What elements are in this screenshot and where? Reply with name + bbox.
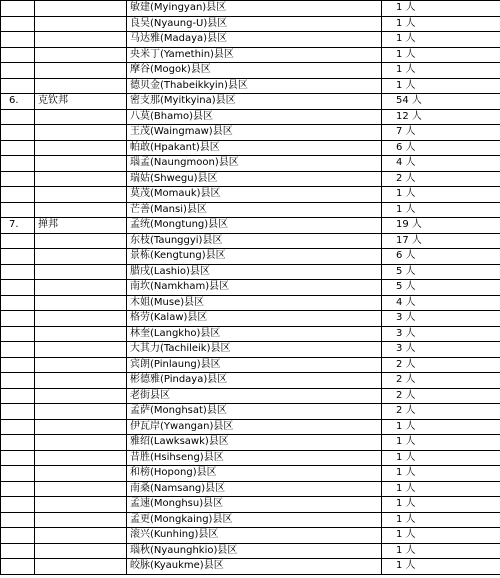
table-row xyxy=(1,295,500,311)
row-number xyxy=(1,78,35,94)
row-number xyxy=(1,1,35,17)
state-name xyxy=(35,450,127,466)
case-count: 1 人 xyxy=(382,435,500,451)
case-count: 7 人 xyxy=(382,125,500,141)
row-number xyxy=(1,249,35,265)
table-row xyxy=(1,63,500,79)
district-name: 孟萨(Monghsat)县区 xyxy=(127,404,382,420)
case-count: 1 人 xyxy=(382,202,500,218)
table-row xyxy=(1,249,500,265)
district-name: 昔胜(Hsihseng)县区 xyxy=(127,450,382,466)
district-name: 莫茂(Momauk)县区 xyxy=(127,187,382,203)
case-count: 12 人 xyxy=(382,109,500,125)
district-name: 伊瓦岸(Ywangan)县区 xyxy=(127,419,382,435)
state-name xyxy=(35,357,127,373)
row-number xyxy=(1,481,35,497)
case-count: 5 人 xyxy=(382,280,500,296)
row-number xyxy=(1,311,35,327)
row-number xyxy=(1,109,35,125)
case-count: 4 人 xyxy=(382,295,500,311)
district-name: 摩谷(Mogok)县区 xyxy=(127,63,382,79)
state-name xyxy=(35,78,127,94)
row-number xyxy=(1,404,35,420)
district-name: 南桑(Namsang)县区 xyxy=(127,481,382,497)
table-row xyxy=(1,32,500,48)
table-row xyxy=(1,326,500,342)
table-row xyxy=(1,109,500,125)
table-row xyxy=(1,125,500,141)
table-row xyxy=(1,140,500,156)
table-row xyxy=(1,342,500,358)
row-number xyxy=(1,559,35,575)
state-name xyxy=(35,1,127,17)
table-row xyxy=(1,559,500,575)
district-name: 敏建(Myingyan)县区 xyxy=(127,1,382,17)
state-name xyxy=(35,559,127,575)
row-number xyxy=(1,140,35,156)
row-number xyxy=(1,264,35,280)
case-count: 2 人 xyxy=(382,373,500,389)
district-name: 瑙秋(Nyaunghkio)县区 xyxy=(127,543,382,559)
district-name: 东枝(Taunggyi)县区 xyxy=(127,233,382,249)
table-row xyxy=(1,47,500,63)
row-number xyxy=(1,63,35,79)
case-count: 2 人 xyxy=(382,171,500,187)
table-row xyxy=(1,187,500,203)
case-count: 1 人 xyxy=(382,16,500,32)
state-name xyxy=(35,528,127,544)
table-row xyxy=(1,264,500,280)
state-name xyxy=(35,47,127,63)
state-name xyxy=(35,295,127,311)
table-row xyxy=(1,78,500,94)
case-count: 3 人 xyxy=(382,342,500,358)
district-name: 良吴(Nyaung-U)县区 xyxy=(127,16,382,32)
district-name: 瑙孟(Naungmoon)县区 xyxy=(127,156,382,172)
case-count: 1 人 xyxy=(382,528,500,544)
case-count: 1 人 xyxy=(382,63,500,79)
row-number xyxy=(1,32,35,48)
state-name xyxy=(35,63,127,79)
case-count: 19 人 xyxy=(382,218,500,234)
table-row xyxy=(1,435,500,451)
state-name xyxy=(35,171,127,187)
district-name: 景栋(Kengtung)县区 xyxy=(127,249,382,265)
district-name: 帕敢(Hpakant)县区 xyxy=(127,140,382,156)
table-row xyxy=(1,1,500,17)
table-row xyxy=(1,373,500,389)
row-number xyxy=(1,233,35,249)
row-number xyxy=(1,295,35,311)
row-number xyxy=(1,47,35,63)
row-number xyxy=(1,466,35,482)
case-count: 1 人 xyxy=(382,450,500,466)
case-count: 1 人 xyxy=(382,1,500,17)
district-name: 八莫(Bhamo)县区 xyxy=(127,109,382,125)
case-count: 5 人 xyxy=(382,264,500,280)
table-row xyxy=(1,481,500,497)
row-number xyxy=(1,156,35,172)
district-name: 林奎(Langkho)县区 xyxy=(127,326,382,342)
state-name xyxy=(35,342,127,358)
case-count: 6 人 xyxy=(382,140,500,156)
table-row xyxy=(1,466,500,482)
case-count: 1 人 xyxy=(382,512,500,528)
district-name: 孟速(Monghsu)县区 xyxy=(127,497,382,513)
case-count: 1 人 xyxy=(382,187,500,203)
state-name xyxy=(35,32,127,48)
table-row xyxy=(1,156,500,172)
district-name: 宾朗(Pinlaung)县区 xyxy=(127,357,382,373)
case-count: 3 人 xyxy=(382,311,500,327)
state-name xyxy=(35,404,127,420)
case-count: 6 人 xyxy=(382,249,500,265)
state-name xyxy=(35,466,127,482)
district-name: 雅绍(Lawksawk)县区 xyxy=(127,435,382,451)
district-name: 南坎(Namkham)县区 xyxy=(127,280,382,296)
case-count: 1 人 xyxy=(382,543,500,559)
district-name: 王茂(Waingmaw)县区 xyxy=(127,125,382,141)
table-row xyxy=(1,94,500,110)
district-name: 孟更(Mongkaing)县区 xyxy=(127,512,382,528)
table-row xyxy=(1,357,500,373)
district-name: 芒善(Mansi)县区 xyxy=(127,202,382,218)
case-count: 1 人 xyxy=(382,559,500,575)
table-row xyxy=(1,543,500,559)
state-name xyxy=(35,481,127,497)
row-number xyxy=(1,187,35,203)
case-count: 1 人 xyxy=(382,78,500,94)
table-body xyxy=(1,1,500,575)
state-name xyxy=(35,125,127,141)
table-row xyxy=(1,450,500,466)
state-name xyxy=(35,543,127,559)
table-row xyxy=(1,233,500,249)
district-name: 和榜(Hopong)县区 xyxy=(127,466,382,482)
case-count: 1 人 xyxy=(382,419,500,435)
case-count: 2 人 xyxy=(382,388,500,404)
table-row xyxy=(1,202,500,218)
row-number xyxy=(1,342,35,358)
state-name xyxy=(35,326,127,342)
table-row xyxy=(1,512,500,528)
state-name xyxy=(35,187,127,203)
state-name xyxy=(35,435,127,451)
state-name xyxy=(35,202,127,218)
state-name xyxy=(35,264,127,280)
row-number xyxy=(1,528,35,544)
case-count: 2 人 xyxy=(382,404,500,420)
state-name xyxy=(35,512,127,528)
row-number xyxy=(1,497,35,513)
district-name: 老街县区 xyxy=(127,388,382,404)
district-name: 大其力(Tachileik)县区 xyxy=(127,342,382,358)
table-row xyxy=(1,171,500,187)
state-name xyxy=(35,280,127,296)
district-name: 孟统(Mongtung)县区 xyxy=(127,218,382,234)
row-number xyxy=(1,543,35,559)
case-count: 1 人 xyxy=(382,481,500,497)
district-name: 腊戌(Lashio)县区 xyxy=(127,264,382,280)
row-number xyxy=(1,419,35,435)
row-number xyxy=(1,202,35,218)
table-row xyxy=(1,497,500,513)
table-row xyxy=(1,388,500,404)
state-name: 掸邦 xyxy=(35,218,127,234)
state-name xyxy=(35,311,127,327)
row-number xyxy=(1,450,35,466)
table-row xyxy=(1,311,500,327)
row-number xyxy=(1,125,35,141)
case-count: 3 人 xyxy=(382,326,500,342)
row-number xyxy=(1,512,35,528)
state-name xyxy=(35,388,127,404)
district-name: 瑞姑(Shwegu)县区 xyxy=(127,171,382,187)
row-number xyxy=(1,171,35,187)
table-row xyxy=(1,419,500,435)
row-number xyxy=(1,357,35,373)
row-number xyxy=(1,435,35,451)
state-name xyxy=(35,497,127,513)
district-name: 马达雅(Madaya)县区 xyxy=(127,32,382,48)
state-name xyxy=(35,140,127,156)
district-name: 皎脉(Kyaukme)县区 xyxy=(127,559,382,575)
district-name: 央米丁(Yamethin)县区 xyxy=(127,47,382,63)
row-number xyxy=(1,373,35,389)
state-name xyxy=(35,249,127,265)
case-count: 1 人 xyxy=(382,497,500,513)
state-name: 克钦邦 xyxy=(35,94,127,110)
row-number: 7. xyxy=(1,218,35,234)
state-name xyxy=(35,16,127,32)
state-name xyxy=(35,233,127,249)
case-count: 4 人 xyxy=(382,156,500,172)
district-name: 彬德雅(Pindaya)县区 xyxy=(127,373,382,389)
state-name xyxy=(35,419,127,435)
table-row xyxy=(1,218,500,234)
district-name: 格劳(Kalaw)县区 xyxy=(127,311,382,327)
table-row xyxy=(1,404,500,420)
state-name xyxy=(35,109,127,125)
case-count: 1 人 xyxy=(382,466,500,482)
case-count: 1 人 xyxy=(382,47,500,63)
case-count: 1 人 xyxy=(382,32,500,48)
case-count: 2 人 xyxy=(382,357,500,373)
table-row xyxy=(1,16,500,32)
case-count: 54 人 xyxy=(382,94,500,110)
case-count: 17 人 xyxy=(382,233,500,249)
state-name xyxy=(35,156,127,172)
table-row xyxy=(1,280,500,296)
state-name xyxy=(35,373,127,389)
row-number xyxy=(1,16,35,32)
row-number xyxy=(1,326,35,342)
district-name: 木姐(Muse)县区 xyxy=(127,295,382,311)
district-name: 德贝金(Thabeikkyin)县区 xyxy=(127,78,382,94)
row-number xyxy=(1,388,35,404)
row-number: 6. xyxy=(1,94,35,110)
table-row xyxy=(1,528,500,544)
district-name: 密支那(Myitkyina)县区 xyxy=(127,94,382,110)
row-number xyxy=(1,280,35,296)
district-name: 滚兴(Kunhing)县区 xyxy=(127,528,382,544)
